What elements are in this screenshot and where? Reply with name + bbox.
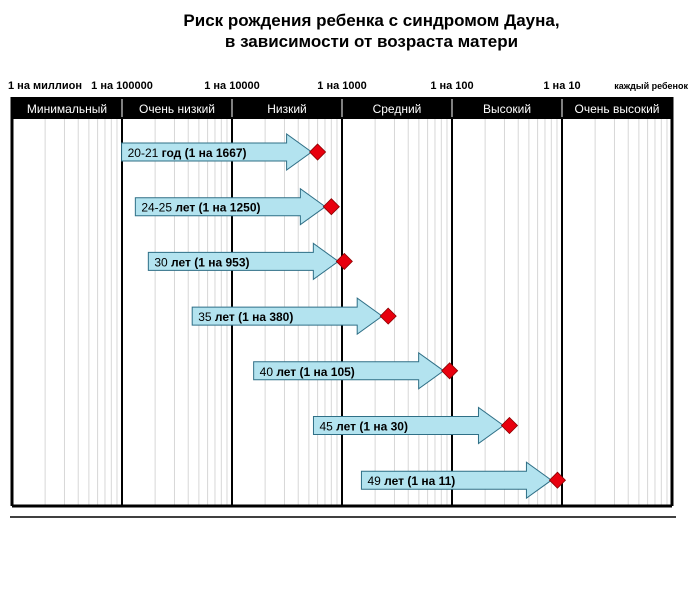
risk-band-label: Минимальный (26, 102, 108, 116)
risk-arrow (192, 298, 396, 334)
age-label: 49 (367, 474, 385, 489)
risk-marker (549, 472, 565, 488)
chart-title-line-2: в зависимости от возраста матери (224, 32, 519, 51)
risk-label: лет (1 на 105) (276, 364, 355, 379)
age-label: 35 (198, 310, 215, 325)
risk-arrow (122, 134, 326, 170)
risk-arrow (313, 408, 517, 444)
x-tick-labels (8, 80, 688, 92)
x-tick-label: 1 на 100000 (91, 80, 153, 92)
arrow-label (319, 420, 407, 434)
risk-label: лет (1 на 953) (171, 255, 250, 270)
risk-label: лет (1 на 30) (336, 419, 408, 434)
risk-band-bar (12, 97, 672, 119)
arrow-label (141, 201, 260, 215)
risk-marker (380, 308, 396, 324)
age-label: 40 (259, 364, 277, 379)
risk-marker (501, 418, 517, 434)
x-tick-label: 1 на 10000 (204, 80, 260, 92)
risk-band-label: Низкий (267, 102, 307, 116)
x-tick-label: 1 на 10 (543, 80, 581, 92)
risk-label: лет (1 на 380) (214, 310, 294, 325)
risk-band-label: Очень низкий (139, 102, 215, 116)
risk-label: год (1 на 1667) (161, 146, 247, 160)
arrow-label (128, 146, 247, 160)
risk-marker (442, 363, 458, 379)
chart-title-line-1: Риск рождения ребенка с синдромом Дауна, (183, 11, 560, 30)
age-label: 30 (154, 255, 172, 270)
risk-arrow (361, 462, 565, 498)
risk-label: лет (1 на 1250) (175, 200, 261, 215)
arrow-label (367, 474, 455, 488)
risk-band-label: Высокий (482, 102, 532, 116)
x-tick-label: 1 на миллион (8, 80, 82, 92)
risk-marker (310, 144, 326, 160)
arrow-label (154, 255, 249, 269)
age-label: 20-21 (127, 146, 162, 160)
arrow-label (260, 365, 355, 379)
arrow-label (198, 310, 293, 324)
risk-band-label: Очень высокий (574, 102, 660, 116)
risk-arrow (148, 243, 352, 279)
age-label: 45 (319, 419, 337, 434)
age-label: 24-25 (141, 200, 176, 215)
risk-label: лет (1 на 11) (384, 474, 456, 489)
risk-marker (336, 253, 352, 269)
x-tick-label: 1 на 100 (430, 80, 474, 92)
x-tick-label: каждый ребенок (614, 81, 688, 91)
risk-band-label: Средний (372, 102, 422, 116)
x-tick-label: 1 на 1000 (317, 80, 367, 92)
